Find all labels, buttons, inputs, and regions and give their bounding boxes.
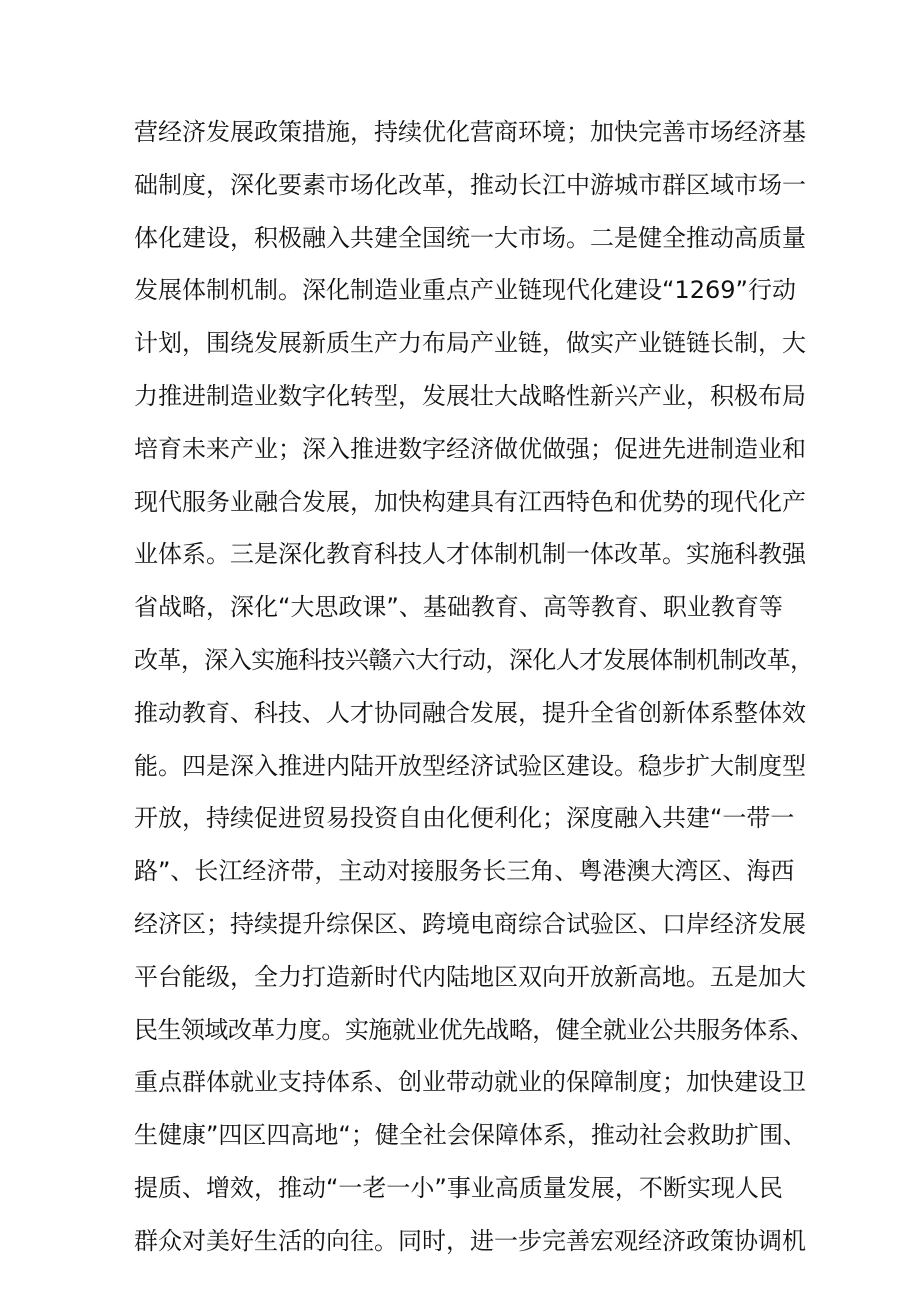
text-line: 开放，持续促进贸易投资自由化便利化；深度融入共建“一带一 xyxy=(134,804,795,833)
text-line: 能。四是深入推进内陆开放型经济试验区建设。稳步扩大制度型 xyxy=(134,751,806,780)
text-line: 民生领域改革力度。实施就业优先战略，健全就业公共服务体系、 xyxy=(134,1015,814,1044)
text-line: 营经济发展政策措施，持续优化营商环境；加快完善市场经济基 xyxy=(134,118,806,146)
text-line: 经济区；持续提升综保区、跨境电商综合试验区、口岸经济发展 xyxy=(134,909,806,938)
text-line: 体化建设，积极融入共建全国统一大市场。二是健全推动高质量 xyxy=(134,223,806,252)
text-line: 提质、增效，推动“一老一小”事业高质量发展，不断实现人民 xyxy=(134,1173,783,1202)
text-line: 省战略，深化“大思政课”、基础教育、高等教育、职业教育等 xyxy=(134,593,783,622)
text-line: 平台能级，全力打造新时代内陆地区双向开放新高地。五是加大 xyxy=(134,962,806,991)
text-line: 路”、长江经济带，主动对接服务长三角、粤港澳大湾区、海西 xyxy=(134,857,795,886)
text-line: 群众对美好生活的向往。同时，进一步完善宏观经济政策协调机 xyxy=(134,1226,806,1255)
text-line: 发展体制机制。深化制造业重点产业链现代化建设“1269”行动 xyxy=(134,276,796,305)
text-line: 础制度，深化要素市场化改革，推动长江中游城市群区域市场一 xyxy=(134,170,806,199)
text-line: 力推进制造业数字化转型，发展壮大战略性新兴产业，积极布局 xyxy=(134,381,806,410)
text-line: 改革，深入实施科技兴赣六大行动，深化人才发展体制机制改革， xyxy=(134,645,814,674)
text-line: 培育未来产业；深入推进数字经济做优做强；促进先进制造业和 xyxy=(134,434,806,463)
text-line: 业体系。三是深化教育科技人才体制机制一体改革。实施科教强 xyxy=(134,540,806,569)
body-paragraph xyxy=(134,106,814,1268)
text-line: 现代服务业融合发展，加快构建具有江西特色和优势的现代化产 xyxy=(134,487,806,516)
text-line: 计划，围绕发展新质生产力布局产业链，做实产业链链长制，大 xyxy=(134,329,806,358)
text-line: 生健康”四区四高地“；健全社会保障体系，推动社会救助扩围、 xyxy=(134,1121,807,1150)
text-line: 重点群体就业支持体系、创业带动就业的保障制度；加快建设卫 xyxy=(134,1068,806,1097)
text-line: 推动教育、科技、人才协同融合发展，提升全省创新体系整体效 xyxy=(134,698,806,727)
